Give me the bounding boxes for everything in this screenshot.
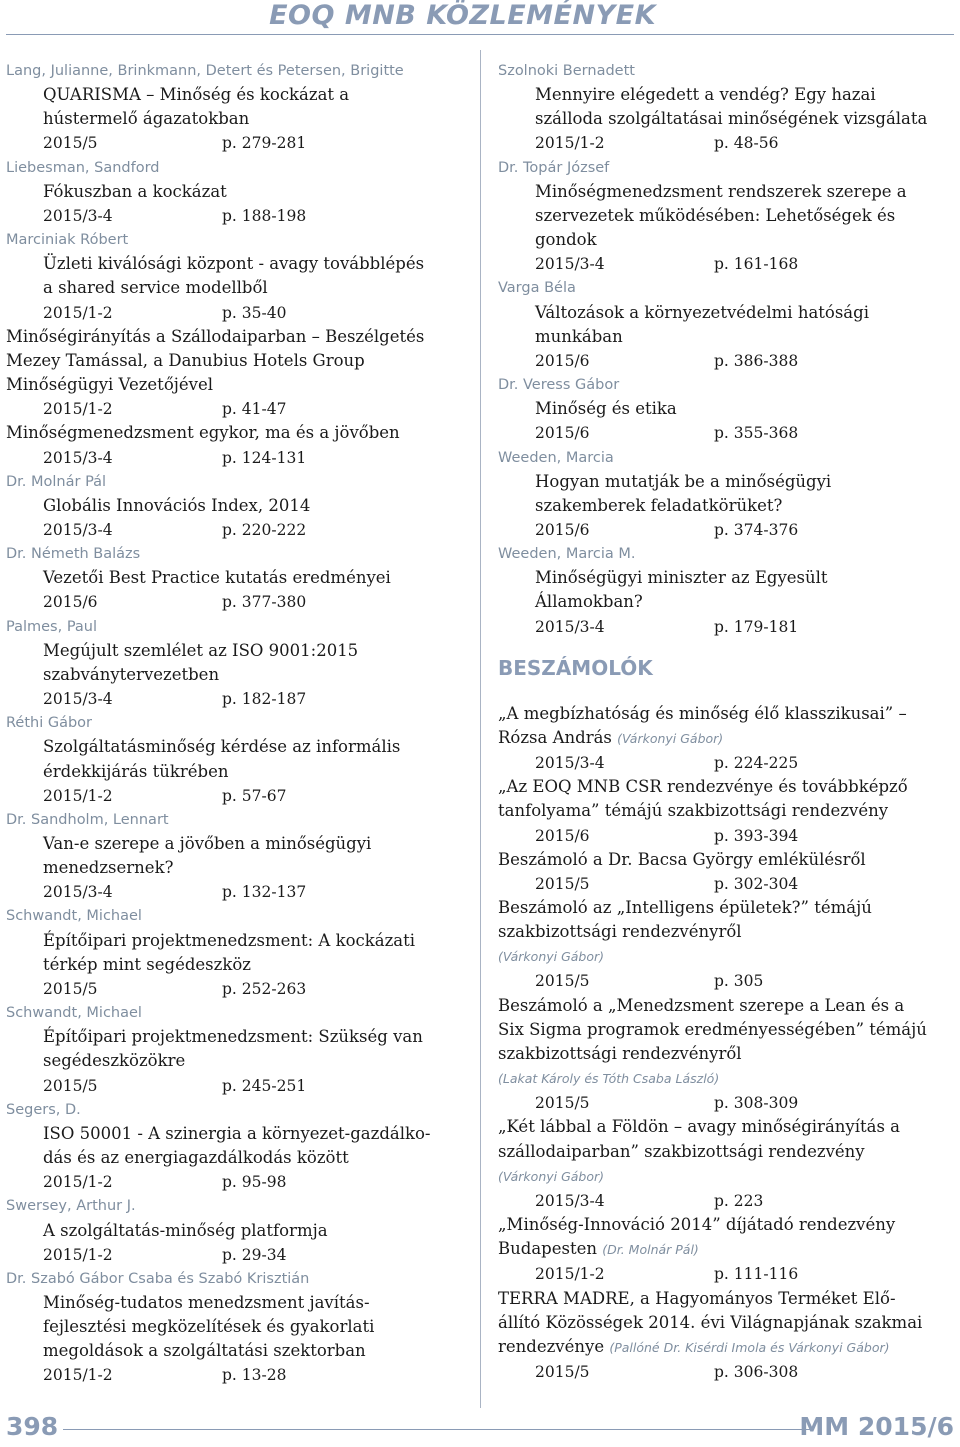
page-range: p. 29-34 (222, 1245, 287, 1264)
article-title-line: a shared service modellből (43, 278, 268, 298)
bibliography-entry (6, 156, 470, 228)
article-title-line: szakemberek feladatkörüket? (535, 495, 783, 515)
report-title-line (498, 896, 956, 920)
report-entry (498, 1213, 956, 1286)
issue-number: 2015/5 (43, 979, 98, 998)
issue-reference (498, 824, 956, 848)
bibliography-entry (6, 808, 470, 905)
article-title-line: Minőség és etika (535, 399, 677, 419)
page-range: p. 252-263 (222, 979, 307, 998)
report-title-line (498, 1042, 956, 1066)
author-name: Schwandt, Michael (6, 908, 142, 925)
article-title-line: gondok (535, 230, 597, 250)
bibliography-entry (6, 1098, 470, 1195)
issue-number: 2015/3-4 (535, 754, 605, 773)
bibliography-entry (6, 904, 470, 1001)
report-title-line (498, 1311, 956, 1335)
issue-number: 2015/3-4 (535, 1191, 605, 1210)
article-title-line: Szolgáltatásminőség kérdése az informális (43, 737, 401, 757)
issue-reference (498, 872, 956, 896)
page-range: p. 13-28 (222, 1366, 287, 1385)
report-entry (498, 994, 956, 1116)
article-title-line: Minőségügyi Vezetőjével (6, 375, 213, 395)
report-title-line (498, 702, 956, 726)
issue-reference (498, 252, 956, 276)
journal-issue-label: MM 2015/6 (799, 1412, 954, 1441)
issue-reference (6, 446, 470, 470)
issue-reference (6, 687, 470, 711)
bibliography-entry (6, 421, 470, 469)
bibliography-entry (6, 615, 470, 712)
author-name: Dr. Németh Balázs (6, 546, 141, 563)
issue-reference (498, 1262, 956, 1286)
issue-number: 2015/5 (535, 874, 590, 893)
report-title-text: Rózsa András (498, 727, 618, 747)
issue-number: 2015/6 (535, 520, 590, 539)
issue-reference (6, 590, 470, 614)
report-title-line (498, 944, 956, 969)
footer-rule (63, 1429, 814, 1430)
article-title-line: Minőség-tudatos menedzsment javítás- (43, 1292, 370, 1312)
article-title-line: Minőségmenedzsment rendszerek szerepe a (535, 181, 907, 201)
page-range: p. 245-251 (222, 1076, 307, 1095)
report-entry (498, 1287, 956, 1385)
bibliography-entry (6, 470, 470, 542)
page-range: p. 182-187 (222, 690, 307, 709)
column-divider (480, 50, 481, 1408)
issue-number: 2015/6 (535, 424, 590, 443)
report-title-line (498, 1140, 956, 1164)
page-range: p. 48-56 (714, 134, 779, 153)
report-title-text: rendezvénye (498, 1336, 610, 1356)
author-name: Varga Béla (498, 280, 576, 297)
report-reporter: (Várkonyi Gábor) (498, 949, 605, 965)
issue-reference (6, 784, 470, 808)
article-title-line: ISO 50001 - A szinergia a környezet-gazdálko- (43, 1123, 431, 1143)
report-reporter: (Lakat Károly és Tóth Csaba László) (498, 1071, 720, 1087)
page-range: p. 41-47 (222, 400, 287, 419)
article-title-line: dás és az energiagazdálkodás között (43, 1148, 349, 1168)
author-name: Liebesman, Sandford (6, 159, 160, 176)
report-entry (498, 848, 956, 896)
issue-number: 2015/3-4 (43, 520, 113, 539)
issue-number: 2015/3-4 (535, 617, 605, 636)
article-title-line: érdekkijárás tükrében (43, 761, 229, 781)
issue-number: 2015/1-2 (43, 1173, 113, 1192)
author-name: Réthi Gábor (6, 715, 93, 732)
report-title-text: állító Közösségek 2014. évi Világnapjának szakmai (498, 1312, 923, 1332)
report-title-line (498, 920, 956, 944)
report-title-line (498, 994, 956, 1018)
article-title-line: QUARISMA – Minőség és kockázat a (43, 85, 350, 105)
issue-number: 2015/1-2 (535, 1265, 605, 1284)
article-title-line: Megújult szemlélet az ISO 9001:2015 (43, 640, 359, 660)
page-range: p. 386-388 (714, 351, 799, 370)
report-title-text: szakbizottsági rendezvényről (498, 922, 742, 942)
report-title-line (498, 1287, 956, 1311)
author-name: Segers, D. (6, 1101, 81, 1118)
article-title-line: Hogyan mutatják be a minőségügyi (535, 471, 832, 491)
issue-reference (6, 880, 470, 904)
issue-reference (6, 977, 470, 1001)
report-title-line (498, 1237, 956, 1262)
bibliography-entry (6, 711, 470, 808)
page-range: p. 95-98 (222, 1173, 287, 1192)
article-title-line: Változások a környezetvédelmi hatósági (535, 302, 869, 322)
issue-reference (6, 1243, 470, 1267)
article-title-line: munkában (535, 326, 623, 346)
page-range: p. 111-116 (714, 1265, 799, 1284)
issue-reference (6, 518, 470, 542)
report-title-line (498, 1066, 956, 1091)
report-reporter: (Dr. Molnár Pál) (602, 1242, 699, 1258)
issue-reference (498, 131, 956, 155)
article-title-line: megoldások a szolgáltatási szektorban (43, 1341, 366, 1361)
page-range: p. 57-67 (222, 786, 287, 805)
issue-number: 2015/6 (43, 593, 98, 612)
report-title-line (498, 1213, 956, 1237)
issue-number: 2015/5 (43, 134, 98, 153)
report-title-line (498, 726, 956, 751)
issue-reference (498, 969, 956, 993)
bibliography-entry (498, 276, 956, 373)
issue-number: 2015/3-4 (43, 690, 113, 709)
article-title-line: Van-e szerepe a jövőben a minőségügyi (43, 834, 372, 853)
report-title-text: Budapesten (498, 1239, 603, 1259)
issue-number: 2015/5 (535, 1094, 590, 1113)
issue-number: 2015/5 (535, 972, 590, 991)
report-title-text: Beszámoló az „Intelligens épületek?” témájú (498, 898, 872, 917)
report-title-line (498, 775, 956, 799)
article-title-line: Minőségmenedzsment egykor, ma és a jövőben (6, 423, 400, 443)
report-title-text: „Két lábbal a Földön – avagy minőségirányítás a (498, 1117, 901, 1137)
article-title-line: szálloda szolgáltatásai minőségének vizsgálata (535, 109, 928, 129)
issue-number: 2015/5 (43, 1076, 98, 1095)
article-title-line: A szolgáltatás-minőség platformja (43, 1220, 328, 1240)
issue-reference (6, 204, 470, 228)
issue-reference (6, 1074, 470, 1098)
page-range: p. 188-198 (222, 206, 307, 225)
page-range: p. 393-394 (714, 826, 799, 845)
issue-reference (6, 131, 470, 155)
reports-list (498, 702, 956, 1384)
issue-number: 2015/1-2 (43, 303, 113, 322)
issue-reference (498, 1189, 956, 1213)
author-name: Weeden, Marcia M. (498, 546, 636, 563)
report-title-text: szakbizottsági rendezvényről (498, 1043, 742, 1063)
author-name: Dr. Topár József (498, 159, 610, 176)
issue-reference (6, 1363, 470, 1387)
page-range: p. 132-137 (222, 883, 307, 902)
issue-number: 2015/1-2 (43, 786, 113, 805)
issue-reference (498, 349, 956, 373)
bibliography-entry (6, 228, 470, 325)
report-entry (498, 1115, 956, 1213)
right-entries (498, 59, 956, 639)
page-range: p. 279-281 (222, 134, 307, 153)
page-range: p. 374-376 (714, 520, 799, 539)
page-range: p. 308-309 (714, 1094, 799, 1113)
author-name: Palmes, Paul (6, 618, 98, 635)
author-name: Dr. Szabó Gábor Csaba és Szabó Krisztián (6, 1270, 310, 1287)
issue-number: 2015/6 (535, 826, 590, 845)
report-title-text: „Az EOQ MNB CSR rendezvénye és továbbképző (498, 777, 908, 797)
issue-reference (6, 1170, 470, 1194)
report-title-text: Beszámoló a „Menedzsment szerepe a Lean és a (498, 995, 905, 1015)
report-reporter: (Várkonyi Gábor) (498, 1168, 605, 1184)
issue-reference (6, 397, 470, 421)
bibliography-entry (6, 542, 470, 614)
issue-reference (498, 421, 956, 445)
article-title-line: menedzsernek? (43, 858, 174, 878)
page-range: p. 179-181 (714, 617, 799, 636)
page-range: p. 306-308 (714, 1362, 799, 1381)
issue-number: 2015/1-2 (535, 134, 605, 153)
report-title-line (498, 848, 956, 872)
author-name: Dr. Molnár Pál (6, 473, 107, 490)
author-name: Szolnoki Bernadett (498, 63, 635, 79)
page-range: p. 302-304 (714, 874, 799, 893)
bibliography-entry (6, 59, 470, 156)
issue-number: 2015/1-2 (43, 1366, 113, 1385)
report-title-line (498, 799, 956, 823)
article-title-line: térkép mint segédeszköz (43, 954, 251, 974)
report-reporter: (Pallóné Dr. Kisérdi Imola és Várkonyi Gábor) (609, 1339, 890, 1355)
page-number: 398 (6, 1412, 59, 1441)
issue-number: 2015/3-4 (43, 883, 113, 902)
article-title-line: szervezetek működésében: Lehetőségek és (535, 205, 896, 225)
page-range: p. 161-168 (714, 255, 799, 274)
issue-number: 2015/1-2 (43, 1245, 113, 1264)
page-range: p. 224-225 (714, 754, 799, 773)
section-heading-beszamolok: BESZÁMOLÓK (498, 655, 653, 680)
page-range: p. 35-40 (222, 303, 287, 322)
left-column (6, 59, 470, 1388)
bibliography-entry (498, 59, 956, 156)
issue-reference (498, 1091, 956, 1115)
report-entry (498, 775, 956, 847)
article-title-line: Mezey Tamással, a Danubius Hotels Group (6, 350, 365, 370)
article-title-line: Globális Innovációs Index, 2014 (43, 495, 311, 515)
page-range: p. 220-222 (222, 520, 307, 539)
page-range: p. 377-380 (222, 593, 307, 612)
report-title-text: „Minőség-Innováció 2014” díjátadó rendezvény (498, 1215, 896, 1235)
report-reporter: (Várkonyi Gábor) (617, 730, 724, 746)
article-title-line: Mennyire elégedett a vendég? Egy hazai (535, 85, 876, 105)
issue-number: 2015/3-4 (43, 206, 113, 225)
bibliography-entry (498, 373, 956, 445)
bibliography-entry (6, 1001, 470, 1098)
article-title-line: fejlesztési megközelítések és gyakorlati (43, 1317, 375, 1337)
report-title-line (498, 1018, 956, 1042)
article-title-line: Fókuszban a kockázat (43, 181, 227, 201)
article-title-line: Minőségirányítás a Szállodaiparban – Beszélgetés (6, 326, 425, 346)
author-name: Marciniak Róbert (6, 232, 129, 249)
author-name: Swersey, Arthur J. (6, 1198, 136, 1215)
article-title-line: segédeszközökre (43, 1051, 186, 1071)
running-header-title: EOQ MNB KÖZLEMÉNYEK (269, 0, 656, 31)
issue-reference (6, 301, 470, 325)
bibliography-entry (498, 156, 956, 277)
author-name: Weeden, Marcia (498, 449, 614, 466)
page-range: p. 305 (714, 972, 764, 991)
issue-number: 2015/3-4 (535, 255, 605, 274)
report-title-text: Beszámoló a Dr. Bacsa György emlékülésről (498, 849, 866, 869)
report-title-line (498, 1164, 956, 1189)
author-name: Dr. Sandholm, Lennart (6, 811, 169, 828)
bibliography-entry (498, 542, 956, 639)
report-entry (498, 896, 956, 994)
issue-number: 2015/6 (535, 351, 590, 370)
issue-reference (498, 615, 956, 639)
author-name: Lang, Julianne, Brinkmann, Detert és Petersen, Brigitte (6, 63, 404, 79)
issue-reference (498, 751, 956, 775)
article-title-line: Államokban? (535, 592, 643, 612)
article-title-line: Vezetői Best Practice kutatás eredményei (43, 568, 391, 588)
bibliography-entry (6, 1194, 470, 1266)
right-column (498, 59, 956, 1384)
bibliography-entry (6, 325, 470, 422)
author-name: Dr. Veress Gábor (498, 377, 620, 394)
page-range: p. 355-368 (714, 424, 799, 443)
author-name: Schwandt, Michael (6, 1005, 142, 1022)
header-rule (6, 34, 954, 35)
report-title-text: TERRA MADRE, a Hagyományos Terméket Elő- (498, 1288, 896, 1308)
issue-reference (498, 1360, 956, 1384)
article-title-line: Építőipari projektmenedzsment: Szükség van (43, 1027, 423, 1047)
article-title-line: szabványtervezetben (43, 664, 220, 684)
issue-number: 2015/5 (535, 1362, 590, 1381)
page-range: p. 223 (714, 1191, 764, 1210)
report-title-text: tanfolyama” témájú szakbizottsági rendezvény (498, 801, 889, 821)
report-title-text: „A megbízhatóság és minőség élő klasszikusai” – (498, 703, 907, 723)
issue-number: 2015/3-4 (43, 448, 113, 467)
article-title-line: Minőségügyi miniszter az Egyesült (535, 568, 828, 588)
page-range: p. 124-131 (222, 448, 307, 467)
article-title-line: Építőipari projektmenedzsment: A kockázati (43, 930, 416, 950)
article-title-line: hústermelő ágazatokban (43, 109, 250, 129)
report-title-text: szállodaiparban” szakbizottsági rendezvény (498, 1141, 865, 1161)
bibliography-entry (6, 1267, 470, 1388)
report-entry (498, 702, 956, 775)
bibliography-entry (498, 446, 956, 543)
report-title-line (498, 1115, 956, 1139)
article-title-line: Üzleti kiválósági központ - avagy továbblépés (43, 254, 425, 274)
report-title-line (498, 1335, 956, 1360)
issue-number: 2015/1-2 (43, 400, 113, 419)
report-title-text: Six Sigma programok eredményességében” témájú (498, 1019, 927, 1039)
issue-reference (498, 518, 956, 542)
